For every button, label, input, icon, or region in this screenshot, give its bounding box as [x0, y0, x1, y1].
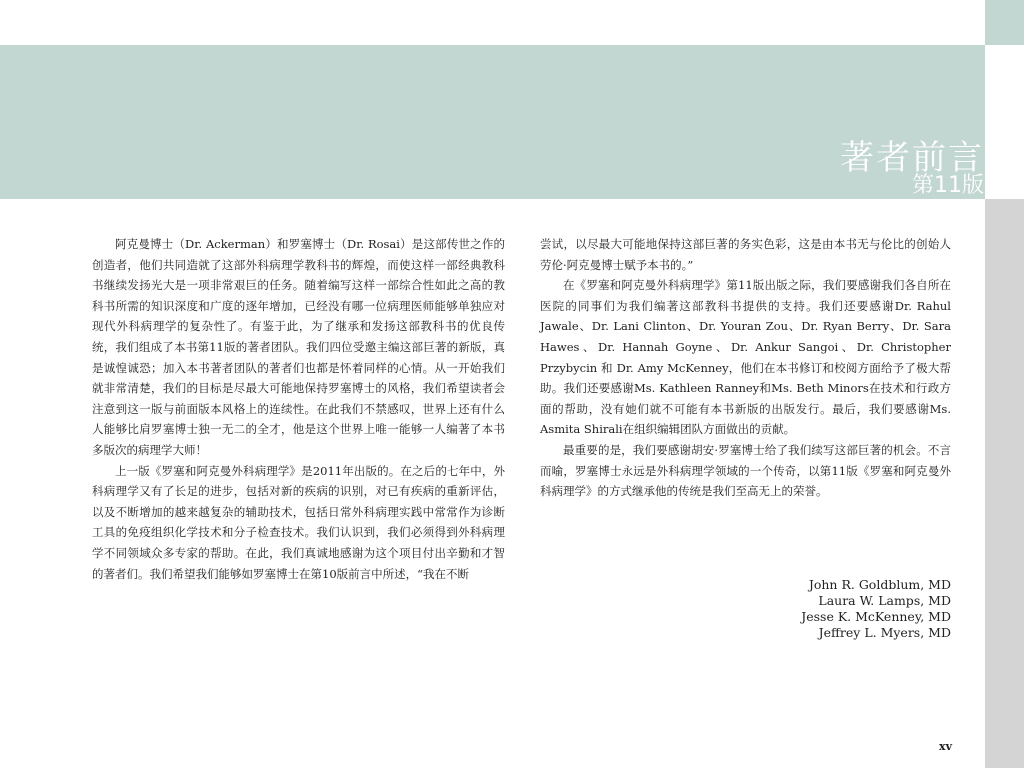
left-column — [92, 234, 505, 584]
right-column — [540, 234, 951, 502]
edition-subtitle: 第11版 — [912, 173, 984, 198]
paragraph: 在《罗塞和阿克曼外科病理学》第11版出版之际，我们要感谢我们各自所在医院的同事们为我们编著这部教科书提供的支持。我们还要感谢Dr. Rahul Jawale、Dr. Lani Clinton、Dr. Youran Zou、Dr. Ryan Berry、Dr. Sara Hawes、Dr. Hannah Goyne、Dr. Ankur Sangoi、Dr. Christopher Przybycin 和 Dr. Amy McKenney，他们在本书修订和校阅方面给予了极大帮助。我们还要感谢Ms. Kathleen Ranney和Ms. Beth Minors在技术和行政方面的帮助，没有她们就不可能有本书新版的出版发行。最后，我们要感谢Ms. Asmita Shirali在组织编辑团队方面做出的贡献。 — [540, 278, 951, 437]
paragraph: 阿克曼博士（Dr. Ackerman）和罗塞博士（Dr. Rosai）是这部传世之作的创造者，他们共同造就了这部外科病理学教科书的辉煌，而使这样一部经典教科书继续发扬光大是一项非常艰巨的任务。随着编写这样一部综合性如此之高的教科书所需的知识深度和广度的逐年增加，已经没有哪一位病理医师能够单独应对现代外科病理学的复杂性了。有鉴于此，为了继承和发扬这部教科书的优良传统，我们组成了本书第11版的著者团队。我们四位受邀主编这部巨著的新版，真是诚惶诚恐；加入本书著者团队的著者们也都是怀着同样的心情。从一开始我们就非常清楚，我们的目标是尽最大可能地保持罗塞博士的风格，我们希望读者会注意到这一版与前面版本风格上的连续性。在此我们不禁感叹，世界上还有什么人能够比肩罗塞博士独一无二的全才，他是这个世界上唯一能够一人编著了本书多版次的病理学大师！ — [92, 237, 505, 457]
header-band — [0, 45, 985, 199]
paragraph-continuation: 尝试，以尽最大可能地保持这部巨著的务实色彩，这是由本书无与伦比的创始人劳伦·阿克曼博士赋予本书的。” — [540, 237, 951, 272]
paragraph: 最重要的是，我们要感谢胡安·罗塞博士给了我们续写这部巨著的机会。不言而喻，罗塞博士永远是外科病理学领域的一个传奇，以第11版《罗塞和阿克曼外科病理学》的方式继承他的传统是我们至高无上的荣誉。 — [540, 442, 951, 499]
page-title: 著者前言 — [840, 138, 984, 178]
author-name: John R. Goldblum, MD — [808, 577, 951, 592]
author-signatures — [700, 577, 951, 641]
side-strip-gap — [985, 45, 1024, 199]
author-name: Laura W. Lamps, MD — [818, 593, 951, 608]
author-name: Jeffrey L. Myers, MD — [818, 625, 951, 640]
side-strip-top-accent — [985, 0, 1024, 45]
page-number: xv — [939, 740, 952, 753]
author-name: Jesse K. McKenney, MD — [801, 609, 951, 624]
paragraph: 上一版《罗塞和阿克曼外科病理学》是2011年出版的。在之后的七年中，外科病理学又有了长足的进步，包括对新的疾病的识别，对已有疾病的重新评估，以及不断增加的越来越复杂的辅助技术，包括日常外科病理实践中常常作为诊断工具的免疫组织化学技术和分子检查技术。我们认识到，我们必须得到外科病理学不同领域众多专家的帮助。在此，我们真诚地感谢为这个项目付出辛勤和才智的著者们。我们希望我们能够如罗塞博士在第10版前言中所述，“我在不断 — [92, 463, 505, 581]
